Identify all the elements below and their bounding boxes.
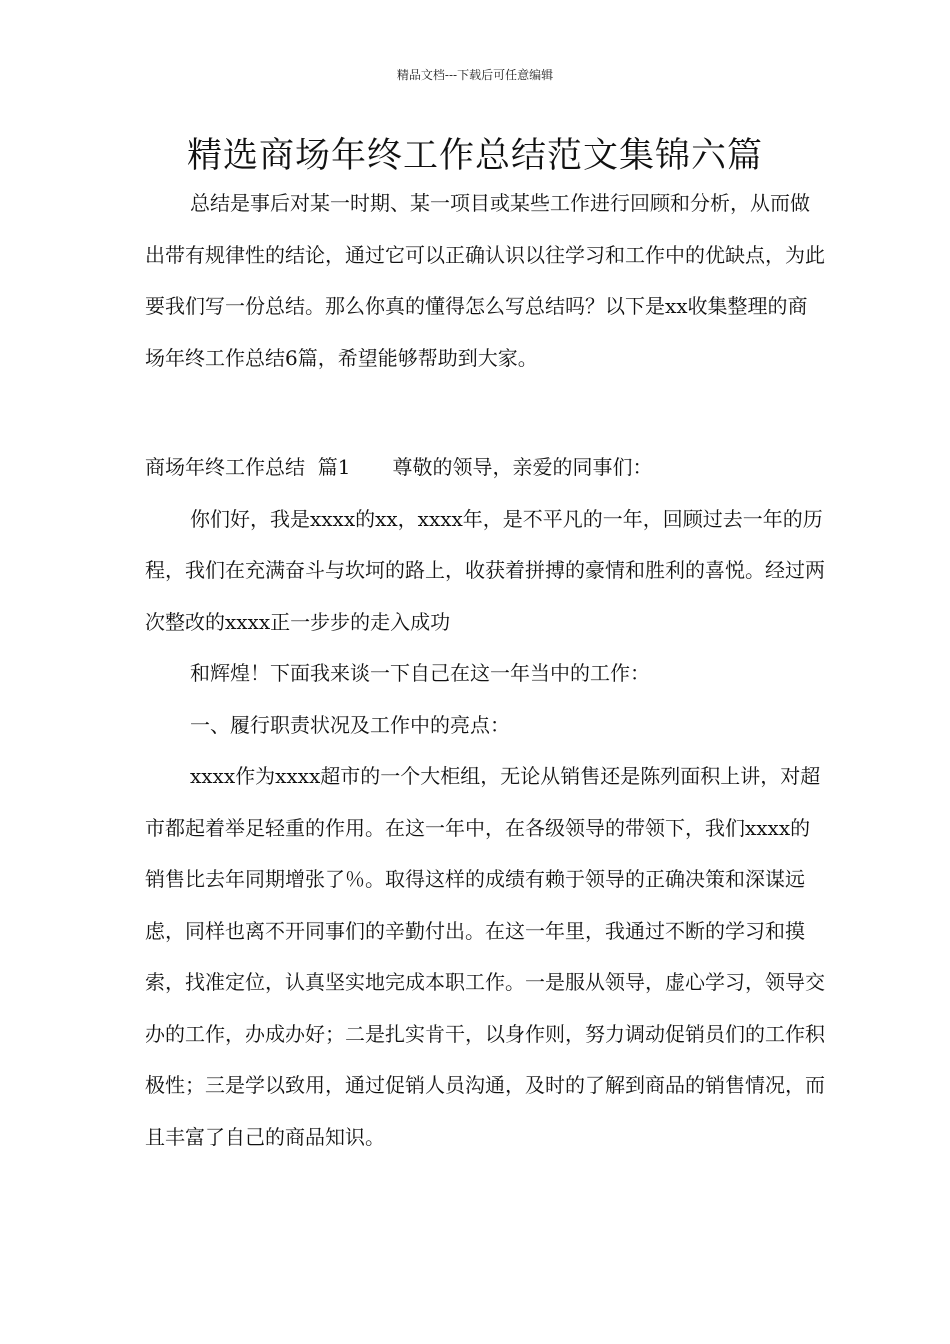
section-greeting: 尊敬的领导，亲爱的同事们： xyxy=(392,455,653,479)
section-title: 商场年终工作总结 篇1 xyxy=(145,455,351,479)
section-spacer xyxy=(145,384,825,442)
section-heading-line xyxy=(145,442,825,494)
intro-paragraph: 总结是事后对某一时期、某一项目或某些工作进行回顾和分析，从而做出带有规律性的结论，通过它可以正确认识以往学习和工作中的优缺点，为此要我们写一份总结。那么你真的懂得怎么写总结吗？以下是xx收集整理的商场年终工作总结6篇，希望能够帮助到大家。 xyxy=(145,191,825,370)
subsection-heading: 一、履行职责状况及工作中的亮点： xyxy=(190,712,510,737)
document-title: 精选商场年终工作总结范文集锦六篇 xyxy=(186,136,763,176)
body-paragraph: 和辉煌！下面我来谈一下自己在这一年当中的工作： xyxy=(190,661,650,685)
document-body xyxy=(145,178,825,1163)
header-note: 精品文档---下载后可任意编辑 xyxy=(396,68,554,82)
body-paragraph: xxxx作为xxxx超市的一个大柜组，无论从销售还是陈列面积上讲，对超市都起着举足轻重的作用。在这一年中，在各级领导的带领下，我们xxxx的销售比去年同期增张了％。取得这样的成绩有赖于领导的正确决策和深谋远虑，同样也离不开同事们的辛勤付出。在这一年里，我通过不断的学习和摸索，找准定位，认真坚实地完成本职工作。一是服从领导，虚心学习，领导交办的工作，办成办好；二是扎实肯干，以身作则，努力调动促销员们的工作积极性；三是学以致用，通过促销人员沟通，及时的了解到商品的销售情况，而且丰富了自己的商品知识。 xyxy=(145,764,825,1149)
body-paragraph: 你们好，我是xxxx的xx，xxxx年，是不平凡的一年，回顾过去一年的历程，我们在充满奋斗与坎坷的路上，收获着拼搏的豪情和胜利的喜悦。经过两次整改的xxxx正一步步的走入成功 xyxy=(145,506,825,634)
